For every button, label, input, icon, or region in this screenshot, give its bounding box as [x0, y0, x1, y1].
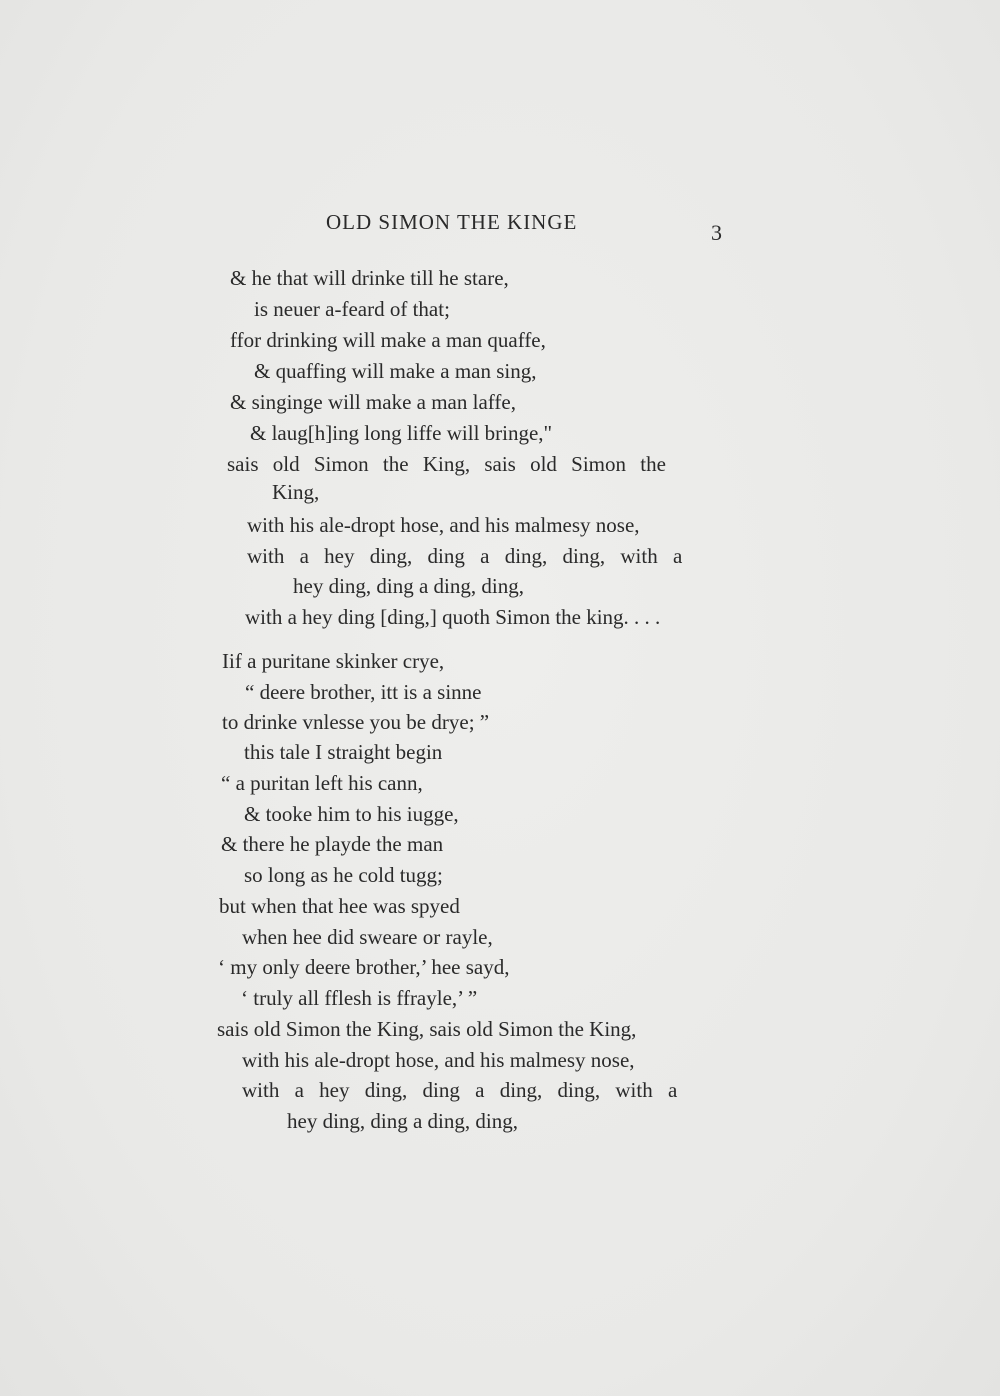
- verse-line: this tale I straight begin: [244, 740, 443, 764]
- verse-line: with his ale-dropt hose, and his malmesy nose,: [247, 513, 640, 537]
- verse-line: with a hey ding, ding a ding, ding, with a: [247, 544, 683, 568]
- running-title: OLD SIMON THE KINGE: [326, 210, 578, 234]
- verse-line: & singinge will make a man laffe,: [230, 390, 516, 414]
- verse-line: so long as he cold tugg;: [244, 863, 443, 887]
- verse-line: Iif a puritane skinker crye,: [222, 649, 445, 673]
- verse-line: when hee did sweare or rayle,: [242, 925, 493, 949]
- verse-line: “ a puritan left his cann,: [221, 771, 423, 795]
- page-number: 3: [711, 220, 722, 245]
- verse-line: with a hey ding [ding,] quoth Simon the king. . . .: [245, 605, 661, 629]
- verse-line: hey ding, ding a ding, ding,: [287, 1109, 518, 1133]
- verse-line: hey ding, ding a ding, ding,: [293, 574, 524, 598]
- verse-line: & laug[h]ing long liffe will bringe,": [250, 421, 553, 445]
- verse-line: King,: [272, 480, 320, 504]
- verse-line: ‘ truly all fflesh is ffrayle,’ ”: [241, 986, 478, 1010]
- verse-line: & tooke him to his iugge,: [244, 802, 459, 826]
- verse-line: ffor drinking will make a man quaffe,: [230, 328, 546, 352]
- verse-line: sais old Simon the King, sais old Simon the King,: [217, 1017, 637, 1041]
- verse-line: & there he playde the man: [221, 832, 444, 856]
- verse-line: with his ale-dropt hose, and his malmesy nose,: [242, 1048, 635, 1072]
- verse-line: ‘ my only deere brother,’ hee sayd,: [218, 955, 510, 979]
- verse-line: is neuer a-feard of that;: [254, 297, 450, 321]
- verse-line: “ deere brother, itt is a sinne: [245, 680, 482, 704]
- verse-line: sais old Simon the King, sais old Simon the: [227, 452, 666, 476]
- verse-line: to drinke vnlesse you be drye; ”: [222, 710, 490, 734]
- verse-line: & quaffing will make a man sing,: [254, 359, 537, 383]
- verse-line: but when that hee was spyed: [219, 894, 460, 918]
- verse-line: & he that will drinke till he stare,: [230, 266, 509, 290]
- verse-line: with a hey ding, ding a ding, ding, with a: [242, 1078, 678, 1102]
